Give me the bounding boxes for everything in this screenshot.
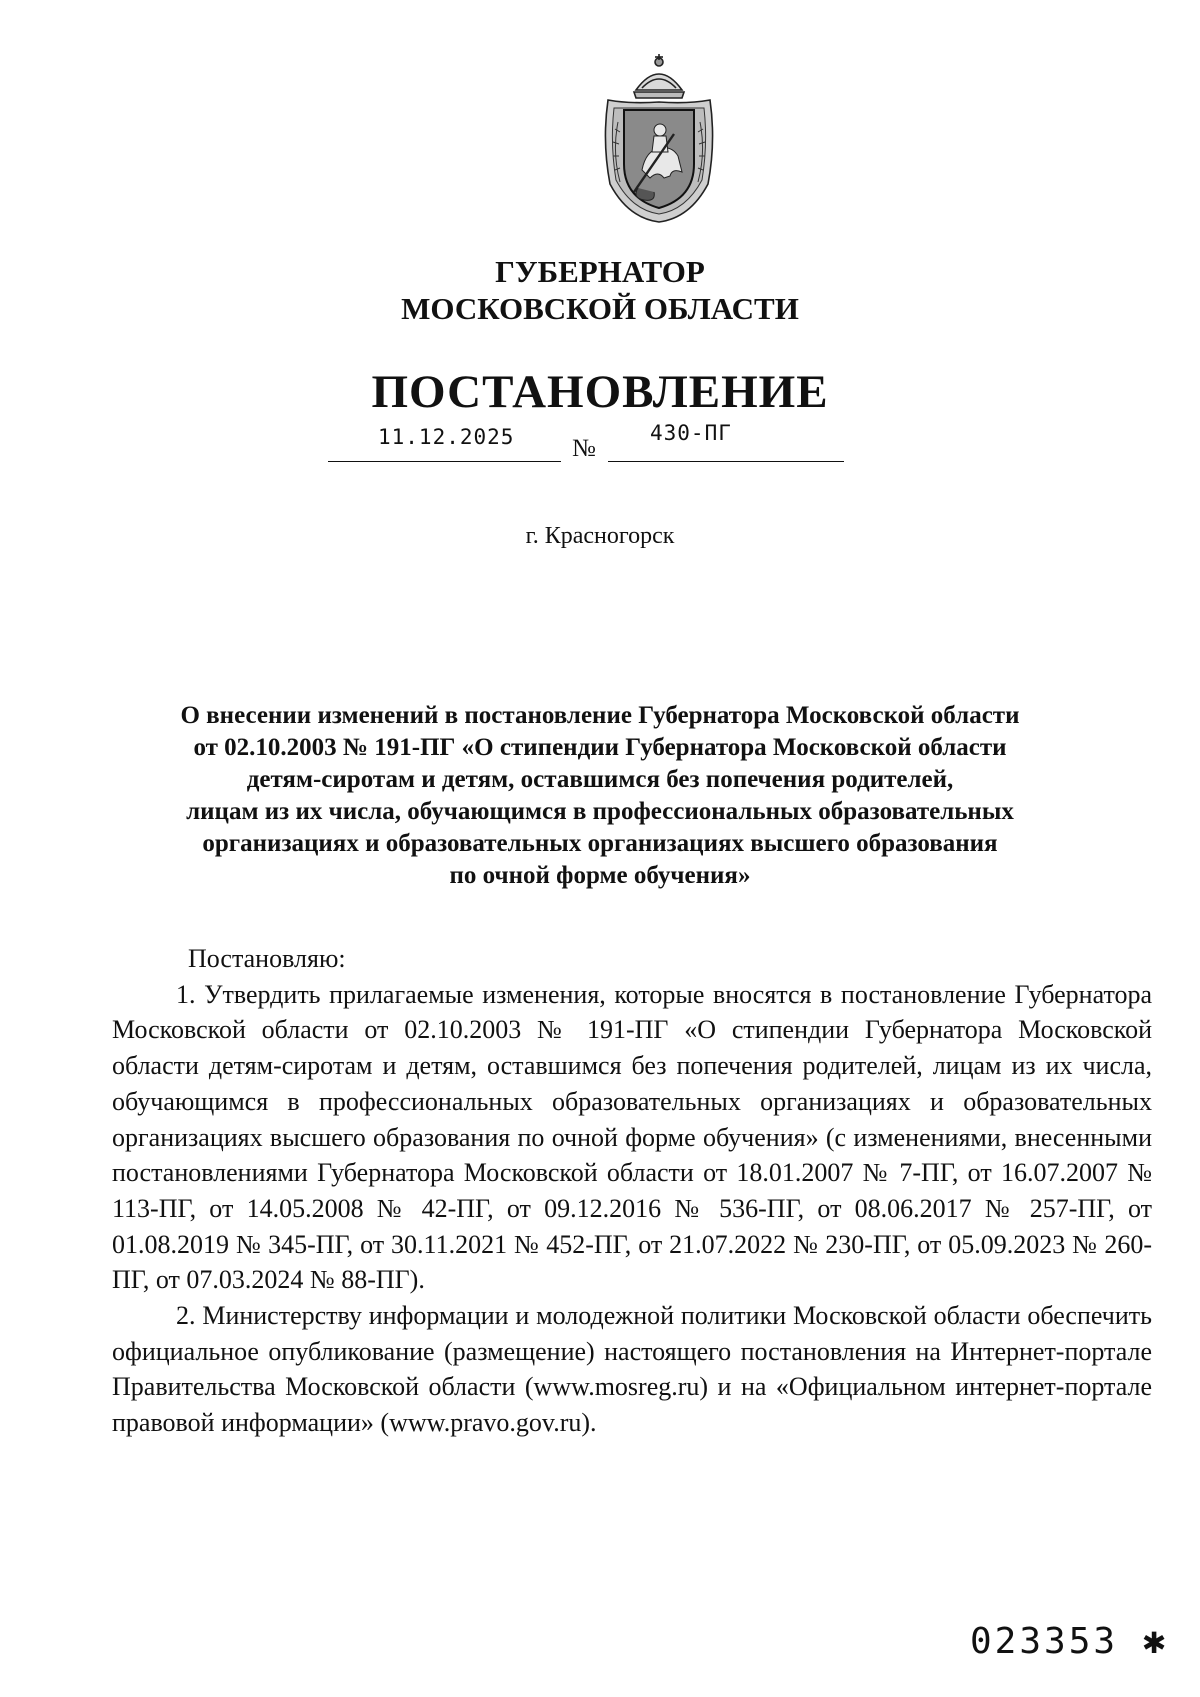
authority-line-1: ГУБЕРНАТОР — [495, 254, 705, 289]
coat-of-arms-icon — [598, 52, 720, 224]
document-date: 11.12.2025 — [378, 425, 515, 449]
city-of-issue: г. Красногорск — [525, 523, 675, 549]
resolution-lead: Постановляю: — [188, 944, 346, 973]
number-sign: № — [572, 435, 596, 462]
heading-line: детям-сиротам и детям, оставшимся без попечения родителей, — [246, 766, 954, 793]
document-type-title: ПОСТАНОВЛЕНИЕ — [371, 366, 829, 418]
date-underline — [328, 461, 561, 462]
serial-asterisk-mark: ✱ — [1142, 1618, 1169, 1662]
paragraph-2: 2. Министерству информации и молодежной политики Московской области обеспечить официальное опубликование (размещение) настоящего постановления на Интернет-портале Правительства Московской области (www.mosreg.ru) и на «Официальном интернет-портале правовой информации» (www.pravo.gov.ru). — [112, 1301, 1152, 1438]
number-underline — [608, 461, 844, 462]
document-number: 430-ПГ — [650, 421, 732, 445]
document-body — [112, 941, 1152, 1441]
heading-line: лицам из их числа, обучающимся в профессиональных образовательных — [186, 798, 1014, 825]
issuing-authority — [0, 253, 1200, 327]
heading-line: от 02.10.2003 № 191-ПГ «О стипендии Губернатора Московской области — [193, 734, 1007, 761]
authority-line-2: МОСКОВСКОЙ ОБЛАСТИ — [401, 291, 799, 326]
heading-line: О внесении изменений в постановление Губернатора Московской области — [180, 702, 1020, 729]
document-heading — [160, 700, 1040, 892]
form-serial-number — [970, 1618, 1169, 1662]
heading-line: по очной форме обучения» — [449, 862, 751, 889]
serial-digits: 023353 — [970, 1621, 1119, 1662]
heading-line: организациях и образовательных организациях высшего образования — [202, 830, 998, 857]
paragraph-1: 1. Утвердить прилагаемые изменения, которые вносятся в постановление Губернатора Московской области от 02.10.2003 № 191-ПГ «О стипендии Губернатора Московской области детям-сиротам и детям, оставшимся без попечения родителей, лицам из их числа, обучающимся в профессиональных образовательных организациях и образовательных организациях высшего образования по очной форме обучения» (с изменениями, внесенными постановлениями Губернатора Московской области от 18.01.2007 № 7-ПГ, от 16.07.2007 № 113-ПГ, от 14.05.2008 № 42-ПГ, от 09.12.2016 № 536-ПГ, от 08.06.2017 № 257-ПГ, от 01.08.2019 № 345-ПГ, от 30.11.2021 № 452-ПГ, от 21.07.2022 № 230-ПГ, от 05.09.2023 № 260-ПГ, от 07.03.2024 № 88-ПГ). — [112, 979, 1152, 1295]
